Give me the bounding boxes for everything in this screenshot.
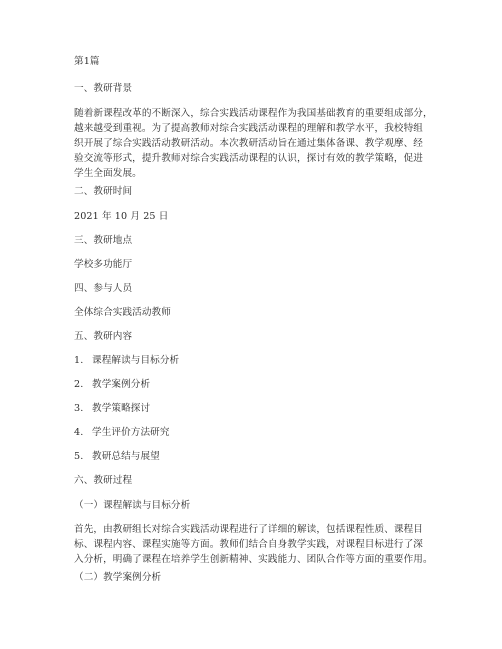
list-item-number: 2. [74,379,84,390]
paragraph-line: 织开展了综合实践活动教研活动。本次教研活动旨在通过集体备课、教学观摩、经 [74,138,423,149]
paragraph-line: 验交流等形式，提升教师对综合实践活动课程的认识，探讨有效的教学策略，促进 [74,153,423,164]
part-title: 第1篇 [74,56,100,67]
section-heading-participants: 四、参与人员 [74,283,133,294]
list-item [74,401,150,416]
curriculum-paragraph [74,522,436,567]
paragraph-line: 首先，由教研组长对综合实践活动课程进行了详细的解读，包括课程性质、课程目 [74,524,423,535]
section-value-participants: 全体综合实践活动教师 [74,307,171,318]
list-item-text: 教研总结与展望 [92,451,160,462]
section-heading-process: 六、教研过程 [74,475,133,486]
list-item-text: 学生评价方法研究 [92,427,170,438]
list-item-text: 课程解读与目标分析 [92,355,180,366]
section-heading-location: 三、教研地点 [74,235,133,246]
list-item [74,377,150,392]
list-item-number: 5. [74,451,84,462]
background-paragraph [74,106,436,181]
paragraph-line: 入分析，明确了课程在培养学生创新精神、实践能力、团队合作等方面的重要作用。 [74,554,433,565]
list-item-text: 教学策略探讨 [92,403,151,414]
subsection-heading-case-analysis: （二）教学案例分析 [74,572,162,583]
section-value-time: 2021 年 10 月 25 日 [74,211,169,222]
paragraph-line: 标、课程内容、课程实施等方面。教师们结合自身教学实践，对课程目标进行了深 [74,539,423,550]
section-heading-content: 五、教研内容 [74,331,133,342]
subsection-heading-curriculum: （一）课程解读与目标分析 [74,500,191,511]
paragraph-line: 学生全面发展。 [74,168,142,179]
list-item [74,425,170,440]
section-heading-background: 一、教研背景 [74,83,133,94]
paragraph-line: 越来越受到重视。为了提高教师对综合实践活动课程的理解和教学水平，我校特组 [74,123,423,134]
list-item-number: 4. [74,427,84,438]
list-item [74,353,179,368]
list-item-number: 1. [74,355,84,366]
list-item [74,449,160,464]
list-item-text: 教学案例分析 [92,379,151,390]
section-value-location: 学校多功能厅 [74,259,133,270]
section-heading-time: 二、教研时间 [74,186,133,197]
paragraph-line: 随着新课程改革的不断深入，综合实践活动课程作为我国基础教育的重要组成部分， [74,108,433,119]
list-item-number: 3. [74,403,84,414]
